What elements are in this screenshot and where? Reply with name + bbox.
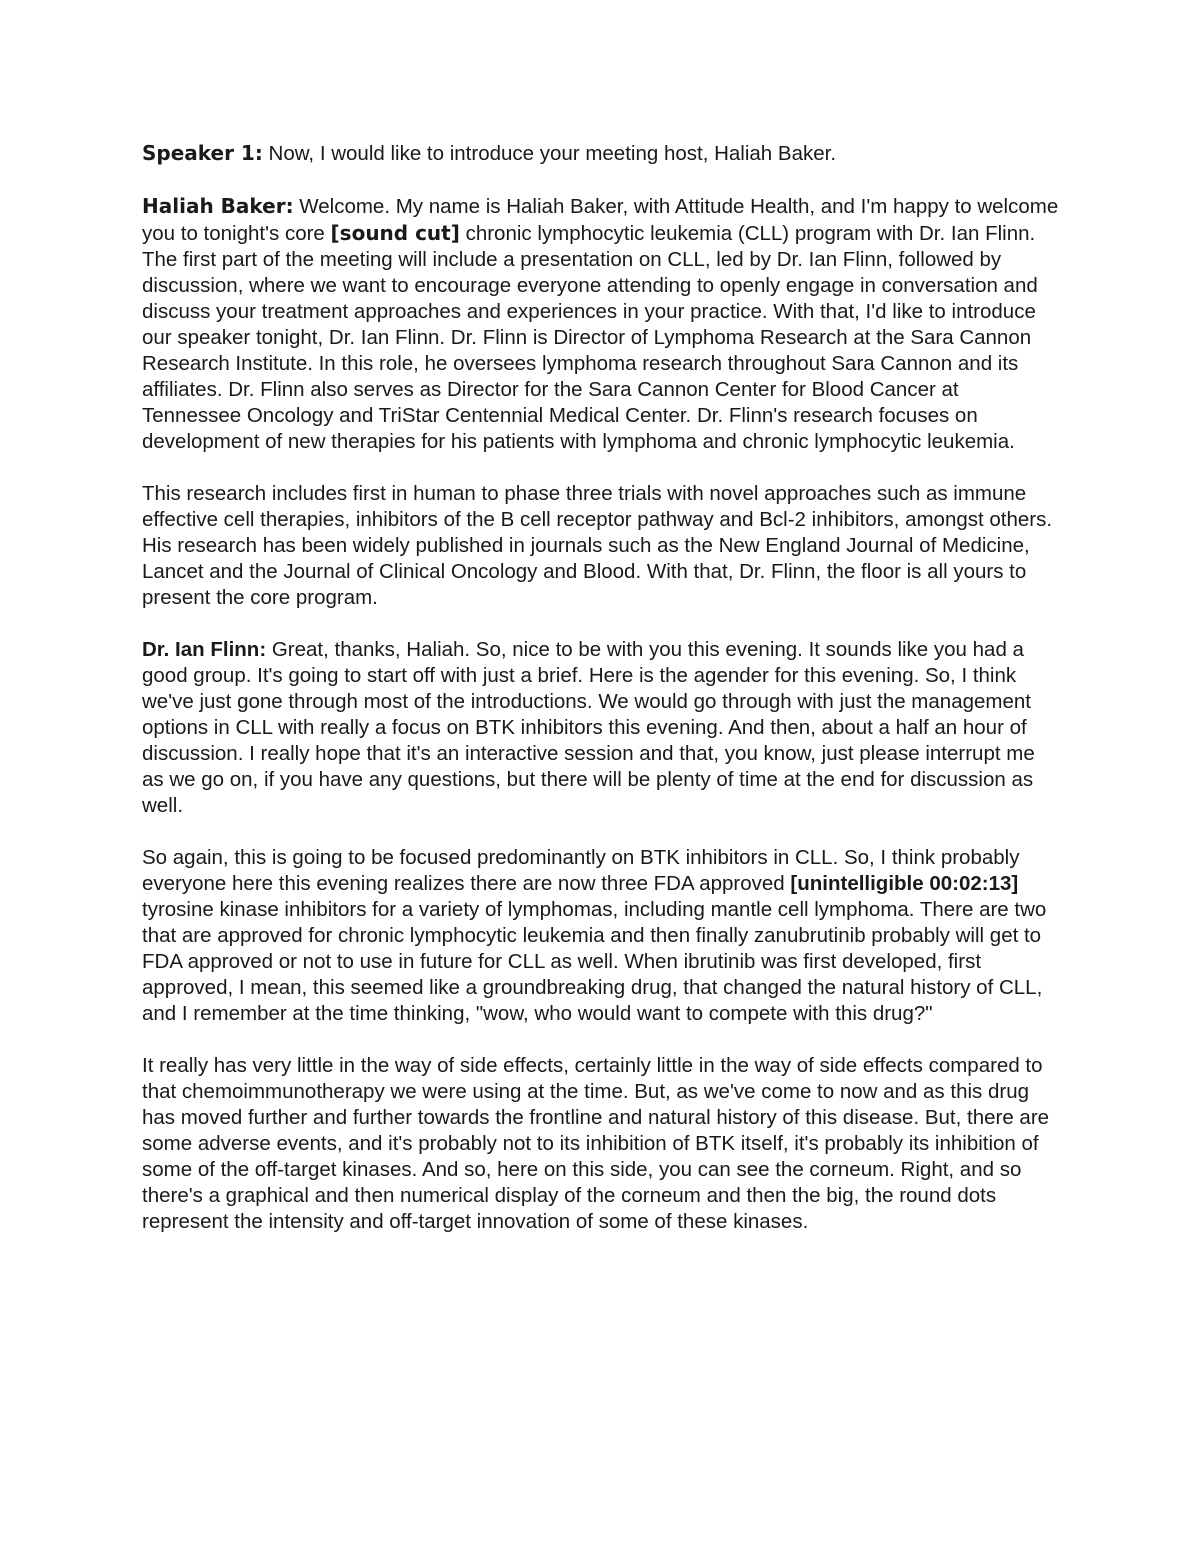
paragraph-haliah-baker	[142, 193, 1062, 455]
speaker-label: Speaker 1:	[142, 141, 263, 165]
paragraph-research	[142, 481, 1062, 611]
paragraph-text: Great, thanks, Haliah. So, nice to be with you this evening. It sounds like you had a good group. It's going to start off with just a brief. Here is the agender for this evening. So, I think we've just gone through most of the introductions. We would go through with just the management options in CLL with really a focus on BTK inhibitors this evening. And then, about a half an hour of discussion. I really hope that it's an interactive session and that, you know, just please interrupt me as we go on, if you have any questions, but there will be plenty of time at the end for discussion as well.	[142, 638, 1035, 817]
paragraph-speaker-1	[142, 140, 1062, 167]
paragraph-dr-ian-flinn	[142, 637, 1062, 819]
annotation-tag: [unintelligible 00:02:13]	[790, 872, 1019, 895]
paragraph-text: So again, this is going to be focused predominantly on BTK inhibitors in CLL. So, I think probably everyone here this evening realizes there are now three FDA approved	[142, 846, 1020, 895]
speaker-label: Dr. Ian Flinn:	[142, 638, 267, 661]
paragraph-side-effects	[142, 1053, 1062, 1235]
paragraph-text: chronic lymphocytic leukemia (CLL) program with Dr. Ian Flinn. The first part of the meeting will include a presentation on CLL, led by Dr. Ian Flinn, followed by discussion, where we want to encourage everyone attending to openly engage in conversation and discuss your treatment approaches and experiences in your practice. With that, I'd like to introduce our speaker tonight, Dr. Ian Flinn. Dr. Flinn is Director of Lymphoma Research at the Sara Cannon Research Institute. In this role, he oversees lymphoma research throughout Sara Cannon and its affiliates. Dr. Flinn also serves as Director for the Sara Cannon Center for Blood Cancer at Tennessee Oncology and TriStar Centennial Medical Center. Dr. Flinn's research focuses on development of new therapies for his patients with lymphoma and chronic lymphocytic leukemia.	[142, 222, 1038, 453]
paragraph-text: Welcome. My name is Haliah Baker, with Attitude Health, and I'm happy to welcome you to tonight's core	[142, 195, 1059, 245]
paragraph-text: It really has very little in the way of side effects, certainly little in the way of side effects compared to that chemoimmunotherapy we were using at the time. But, as we've come to now and as this drug has moved further and further towards the frontline and natural history of this disease. But, there are some adverse events, and it's probably not to its inhibition of BTK itself, it's probably its inhibition of some of the off-target kinases. And so, here on this side, you can see the corneum. Right, and so there's a graphical and then numerical display of the corneum and then the big, the round dots represent the intensity and off-target innovation of some of these kinases.	[142, 1054, 1050, 1233]
annotation-tag: [sound cut]	[330, 221, 460, 245]
paragraph-btk-inhibitors	[142, 845, 1062, 1027]
paragraph-text: This research includes first in human to phase three trials with novel approaches such as immune effective cell therapies, inhibitors of the B cell receptor pathway and Bcl-2 inhibitors, amongst others. His research has been widely published in journals such as the New England Journal of Medicine, Lancet and the Journal of Clinical Oncology and Blood. With that, Dr. Flinn, the floor is all yours to present the core program.	[142, 482, 1053, 609]
speaker-label: Haliah Baker:	[142, 194, 294, 218]
paragraph-text: tyrosine kinase inhibitors for a variety of lymphomas, including mantle cell lymphoma. There are two that are approved for chronic lymphocytic leukemia and then finally zanubrutinib probably will get to FDA approved or not to use in future for CLL as well. When ibrutinib was first developed, first approved, I mean, this seemed like a groundbreaking drug, that changed the natural history of CLL, and I remember at the time thinking, "wow, who would want to compete with this drug?"	[142, 898, 1047, 1025]
document-page	[142, 140, 1062, 1261]
paragraph-text: Now, I would like to introduce your meeting host, Haliah Baker.	[262, 142, 837, 165]
